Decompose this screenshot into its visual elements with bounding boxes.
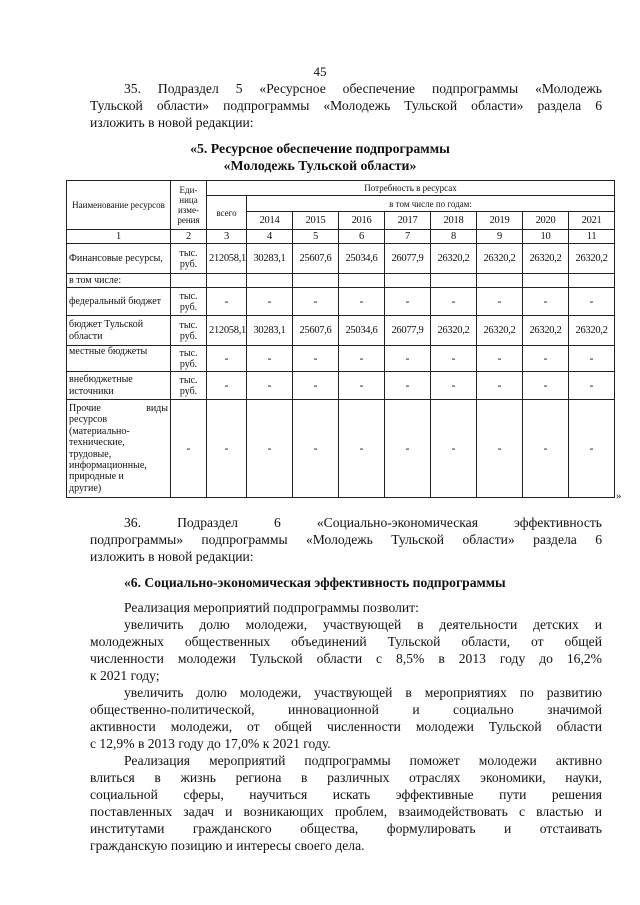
body-paragraph-4-line: социальной сферы, научиться искать эффективные пути решения [90,787,602,802]
body-paragraph-2-line: численности молодежи Тульской области с 8,5% в 2013 году до 16,2% [90,651,602,666]
paragraph-35-line: 35. Подраздел 5 «Ресурсное обеспечение подпрограммы «Молодежь [124,81,602,96]
row-name-other [67,400,171,498]
row-value: - [247,372,293,400]
header-year: 2015 [293,212,339,230]
body-paragraph-3-line: с 12,9% в 2013 году до 17,0% к 2021 году. [90,736,331,751]
empty-cell [569,274,615,288]
row-total: 212058,1 [207,316,247,346]
row-value: - [477,346,523,372]
empty-cell [523,274,569,288]
column-number: 1 [67,230,171,244]
column-number: 4 [247,230,293,244]
body-paragraph-4-line: влиться в жизнь региона в различных отраслях экономики, науки, [90,770,602,785]
header-year: 2017 [385,212,431,230]
section-5-heading-line: «5. Ресурсное обеспечение подпрограммы [190,141,450,156]
row-value: - [431,372,477,400]
row-value: 26320,2 [477,244,523,274]
column-number: 2 [171,230,207,244]
row-value: 25034,6 [339,316,385,346]
row-value: - [293,346,339,372]
row-unit: тыс. руб. [171,244,207,274]
column-number: 8 [431,230,477,244]
empty-cell [247,274,293,288]
header-year: 2019 [477,212,523,230]
row-value: - [385,372,431,400]
row-value: - [385,288,431,316]
row-value: - [247,400,293,498]
row-value: - [523,372,569,400]
table-closing-quote: » [616,490,622,502]
row-value: - [385,400,431,498]
row-value: 26077,9 [385,316,431,346]
empty-cell [293,274,339,288]
row-name-line: ресурсов [69,414,108,426]
row-name-line: трудовые, [69,448,112,460]
row-value: - [339,400,385,498]
row-value: - [569,400,615,498]
row-total: 212058,1 [207,244,247,274]
row-value: - [293,400,339,498]
body-paragraph-2-line: к 2021 году; [90,668,160,683]
empty-cell [431,274,477,288]
row-value: 25607,6 [293,244,339,274]
row-value: - [569,372,615,400]
body-paragraph-4-line: Реализация мероприятий подпрограммы поможет молодежи активно [124,753,602,768]
table-row [67,372,615,400]
row-total: - [207,288,247,316]
body-paragraph-3-line: увеличить долю молодежи, участвующей в мероприятиях по развитию [124,685,602,700]
row-value: 26320,2 [569,316,615,346]
row-name-line: технические, [69,437,125,449]
row-value: 26320,2 [477,316,523,346]
row-value: 30283,1 [247,244,293,274]
row-value: - [477,288,523,316]
row-value: - [569,346,615,372]
row-unit: тыс. руб. [171,288,207,316]
row-value: - [339,288,385,316]
column-number: 11 [569,230,615,244]
column-number: 9 [477,230,523,244]
resources-table [66,180,615,498]
row-name: федеральный бюджет [67,288,171,316]
row-unit: - [171,400,207,498]
table-row [67,316,615,346]
row-value: - [431,288,477,316]
row-value: - [293,372,339,400]
row-value: 26320,2 [523,244,569,274]
row-value: - [569,288,615,316]
column-number: 10 [523,230,569,244]
body-paragraph-2-line: молодежных общественных объединений Тульской области, от общей [90,634,602,649]
table-row [67,274,615,288]
column-number: 6 [339,230,385,244]
body-paragraph-4-line: гражданскую позицию и интересы своего дела. [90,838,365,853]
header-total: всего [207,196,247,230]
row-value: - [293,288,339,316]
row-value: 30283,1 [247,316,293,346]
row-value: - [339,372,385,400]
row-value: 26320,2 [523,316,569,346]
column-number: 5 [293,230,339,244]
row-name: местные бюджеты [67,346,171,372]
row-value: - [477,372,523,400]
body-paragraph-1: Реализация мероприятий подпрограммы позволит: [124,600,419,615]
section-5-heading-line: «Молодежь Тульской области» [223,158,417,173]
body-paragraph-2-line: увеличить долю молодежи, участвующей в деятельности детских и [124,617,602,632]
empty-cell [207,274,247,288]
header-name: Наименование ресурсов [67,181,171,230]
header-by-year: в том числе по годам: [247,196,615,212]
section-5-heading [60,140,580,174]
row-name: внебюджетные источники [67,372,171,400]
row-value: - [523,288,569,316]
table-row [67,244,615,274]
paragraph-36-line: 36. Подраздел 6 «Социально-экономическая эффективность [124,515,602,530]
row-value: - [523,400,569,498]
header-year: 2020 [523,212,569,230]
row-value: - [247,288,293,316]
paragraph-35 [90,80,602,131]
table-row [67,400,615,498]
paragraph-36 [90,514,602,565]
body-paragraph-4-line: институтами гражданского общества, формулировать и отстаивать [90,821,602,836]
row-name: бюджет Тульской области [67,316,171,346]
paragraph-35-line: Тульской области» подпрограммы «Молодежь Тульской области» раздела 6 [90,98,602,113]
column-numbers-row [67,230,615,244]
row-name: Финансовые ресурсы, [67,244,171,274]
row-value: 26077,9 [385,244,431,274]
body-paragraph-3-line: активности молодежи, от общей численности молодежи Тульской области [90,719,602,734]
row-name: в том числе: [67,274,171,288]
section-6-heading: «6. Социально-экономическая эффективность подпрограммы [124,575,506,590]
table-row [67,346,615,372]
paragraph-36-line: подпрограммы» подпрограммы «Молодежь Тульской области» раздела 6 [90,532,602,547]
row-unit: тыс. руб. [171,372,207,400]
row-name-line: Прочие виды [69,402,168,414]
paragraph-35-line: изложить в новой редакции: [90,115,254,130]
row-value: - [477,400,523,498]
body-text [90,599,602,854]
header-unit: Еди-ница изме-рения [171,181,207,230]
row-value: 26320,2 [431,316,477,346]
column-number: 7 [385,230,431,244]
row-value: 26320,2 [569,244,615,274]
header-year: 2018 [431,212,477,230]
row-total: - [207,372,247,400]
row-value: - [431,400,477,498]
row-name-line: информационные, [69,459,147,471]
empty-cell [171,274,207,288]
row-unit: тыс. руб. [171,346,207,372]
header-need: Потребность в ресурсах [207,181,615,196]
empty-cell [339,274,385,288]
paragraph-36-line: изложить в новой редакции: [90,549,254,564]
row-value: - [247,346,293,372]
body-paragraph-3-line: общественно-политической, инновационной и социально значимой [90,702,602,717]
row-value: - [431,346,477,372]
row-name-line: другие) [69,482,102,494]
header-year: 2014 [247,212,293,230]
row-value: 26320,2 [431,244,477,274]
empty-cell [477,274,523,288]
column-number: 3 [207,230,247,244]
row-name-line: (материально- [69,425,130,437]
header-year: 2021 [569,212,615,230]
row-value: 25034,6 [339,244,385,274]
row-value: - [385,346,431,372]
header-year: 2016 [339,212,385,230]
row-name-line: природные и [69,471,124,483]
row-value: - [523,346,569,372]
page-number: 45 [313,64,327,79]
empty-cell [385,274,431,288]
row-total: - [207,400,247,498]
table-row [67,288,615,316]
row-unit: тыс. руб. [171,316,207,346]
body-paragraph-4-line: поставленных задач и возникающих проблем, взаимодействовать с властью и [90,804,602,819]
row-value: - [339,346,385,372]
row-total: - [207,346,247,372]
row-value: 25607,6 [293,316,339,346]
